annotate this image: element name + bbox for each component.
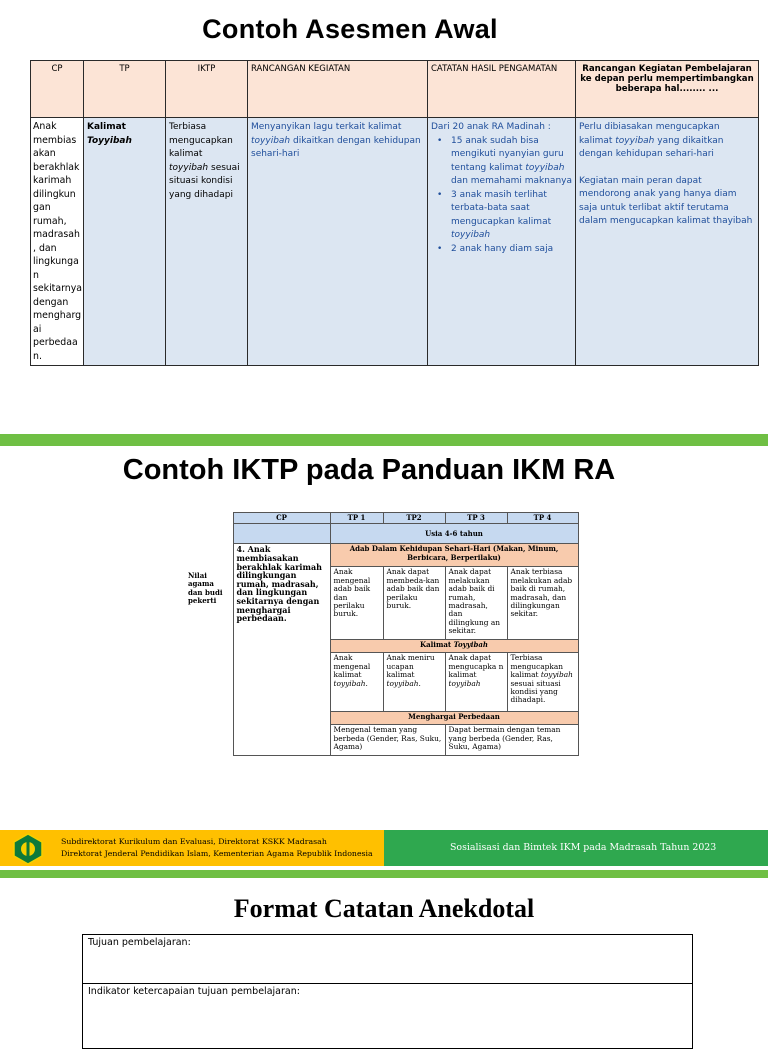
g3-right: Dapat bermain dengan teman yang berbeda (Gender, Ras, Suku, Agama): [445, 725, 578, 756]
cell-tp: [84, 118, 166, 366]
slide-divider: [0, 434, 768, 446]
rencana-p1: [579, 121, 755, 162]
rancangan-italic: toyyibah: [251, 135, 291, 146]
header-tp2: TP2: [383, 513, 445, 524]
list-item: [443, 243, 572, 257]
tp-line2: Toyyibah: [87, 135, 132, 146]
rencana-p1-italic: toyyibah: [615, 135, 655, 146]
cp-text: 4. Anak membiasakan berakhlak karimah dilingkungan rumah, madrasah, dan lingkungan sekitarnya dengan menghargai perbedaan.: [233, 544, 330, 756]
catatan-b2-pre: 3 anak masih terlihat terbata-bata saat mengucapkan kalimat: [451, 189, 552, 227]
g1-tp2: Anak dapat membeda-kan adab baik dan perilaku buruk.: [383, 567, 445, 640]
iktp-post: sesuai situasi kondisi yang dihadapi: [169, 162, 240, 200]
group2-pre: Kalimat: [420, 640, 452, 650]
header-cp: CP: [31, 61, 84, 118]
cell-iktp: [166, 118, 248, 366]
header-tp: TP: [84, 61, 166, 118]
g2-4-pre: Terbiasa mengucapkan kalimat: [510, 653, 564, 680]
rancangan-post: dikaitkan dengan kehidupan sehari-hari: [251, 135, 421, 159]
list-item: [443, 189, 572, 243]
cell-catatan: [428, 118, 576, 366]
header-cp: CP: [233, 513, 330, 524]
footer-right-text: Sosialisasi dan Bimtek IKM pada Madrasah Tahun 2023: [450, 842, 717, 853]
list-item: [443, 135, 572, 189]
anekdotal-table: [82, 934, 693, 1049]
asesmen-awal-table: [30, 60, 759, 366]
slide-divider-2: [0, 870, 768, 878]
g2-4-post: sesuai situasi kondisi yang dihadapi.: [510, 678, 561, 705]
g2-tp1: [330, 653, 383, 712]
header-tp3: TP 3: [445, 513, 507, 524]
cell-cp: Anak membias akan berakhlak karimah dilingkun gan rumah, madrasah , dan lingkunga n sekitarnya dengan mengharg ai perbedaa n.: [31, 118, 84, 366]
g2-3-italic: toyyibah: [448, 678, 481, 688]
group-menghargai: Menghargai Perbedaan: [330, 712, 578, 725]
catatan-b1-post: dan memahami maknanya: [451, 176, 572, 186]
g2-1-italic: toyyibah.: [333, 678, 368, 688]
catatan-b3: 2 anak hany diam saja: [451, 243, 554, 254]
catatan-b1-italic: toyyibah: [525, 162, 565, 173]
cell-rancangan: [248, 118, 428, 366]
tp-line1: Kalimat: [87, 122, 126, 132]
g2-tp2: [383, 653, 445, 712]
indikator-row: Indikator ketercapaian tujuan pembelajaran:: [83, 984, 693, 1049]
iktp-panduan-table: [185, 512, 579, 756]
iktp-pre: Terbiasa mengucapkan kalimat: [169, 122, 233, 159]
g1-tp1: Anak mengenal adab baik dan perilaku buruk.: [330, 567, 383, 640]
kemenag-logo-icon: [12, 833, 44, 865]
g3-left: Mengenal teman yang berbeda (Gender, Ras, Suku, Agama): [330, 725, 445, 756]
rancangan-pre: Menyanyikan lagu terkait kalimat: [251, 122, 402, 132]
catatan-b2-italic: toyyibah: [451, 230, 491, 240]
usia-row: Usia 4-6 tahun: [330, 524, 578, 544]
cell-rencana: [576, 118, 759, 366]
g2-3-pre: Anak dapat mengucapka n kalimat: [448, 653, 504, 680]
g2-tp4: [507, 653, 578, 712]
rencana-p1-post: yang dikaitkan dengan kehidupan sehari-hari: [579, 135, 724, 159]
nilai-label: Nilai agama dan budi pekerti: [188, 570, 223, 606]
iktp-italic: toyyibah: [169, 162, 209, 173]
slide1-title: Contoh Asesmen Awal: [202, 14, 498, 44]
g2-2-italic: toyyibah.: [386, 678, 421, 688]
slide3-title: Format Catatan Anekdotal: [233, 894, 535, 923]
catatan-list: [431, 135, 572, 257]
catatan-intro: Dari 20 anak RA Madinah :: [431, 122, 551, 132]
table-row: [31, 118, 759, 366]
g1-tp4: Anak terbiasa melakukan adab baik di rumah, madrasah, dan dilingkungan sekitar.: [507, 567, 578, 640]
header-rencana: Rancangan Kegiatan Pembelajaran ke depan perlu mempertimbangkan beberapa hal........ ...: [576, 61, 759, 118]
header-rancangan: RANCANGAN KEGIATAN: [248, 61, 428, 118]
group2-italic: Toyyibah: [453, 640, 488, 650]
footer-left-text: [61, 836, 373, 860]
group-adab: Adab Dalam Kehidupan Sehari-Hari (Makan, Minum, Berbicara, Berperilaku): [330, 544, 578, 567]
catatan-b1-pre: 15 anak sudah bisa mengikuti nyanyian guru tentang kalimat: [451, 135, 564, 173]
blank-corner: [185, 513, 233, 524]
g1-tp3: Anak dapat melakukan adab baik di rumah, madrasah, dan dilingkung an sekitar.: [445, 567, 507, 640]
footer-line2: Direktorat Jenderal Pendidikan Islam, Kementerian Agama Republik Indonesia: [61, 849, 373, 858]
header-tp1: TP 1: [330, 513, 383, 524]
g2-4-italic: toyyibah: [540, 670, 573, 680]
g2-2-pre: Anak meniru ucapan kalimat: [386, 653, 435, 680]
header-tp4: TP 4: [507, 513, 578, 524]
group-kalimat: [330, 640, 578, 653]
header-catatan: CATATAN HASIL PENGAMATAN: [428, 61, 576, 118]
footer-line1: Subdirektorat Kurikulum dan Evaluasi, Direktorat KSKK Madrasah: [61, 837, 327, 846]
rencana-p2: Kegiatan main peran dapat mendorong anak yang hanya diam saja untuk terlibat aktif terutama dalam mengucapkan kalimat thayibah: [579, 175, 753, 226]
g2-1-pre: Anak mengenal kalimat: [333, 653, 371, 680]
table-header-row: [31, 61, 759, 118]
slide2-title: Contoh IKTP pada Panduan IKM RA: [122, 454, 616, 486]
header-iktp: IKTP: [166, 61, 248, 118]
tujuan-row: Tujuan pembelajaran:: [83, 935, 693, 984]
rencana-p1-pre: Perlu dibiasakan mengucapkan kalimat: [579, 122, 720, 146]
g2-tp3: [445, 653, 507, 712]
